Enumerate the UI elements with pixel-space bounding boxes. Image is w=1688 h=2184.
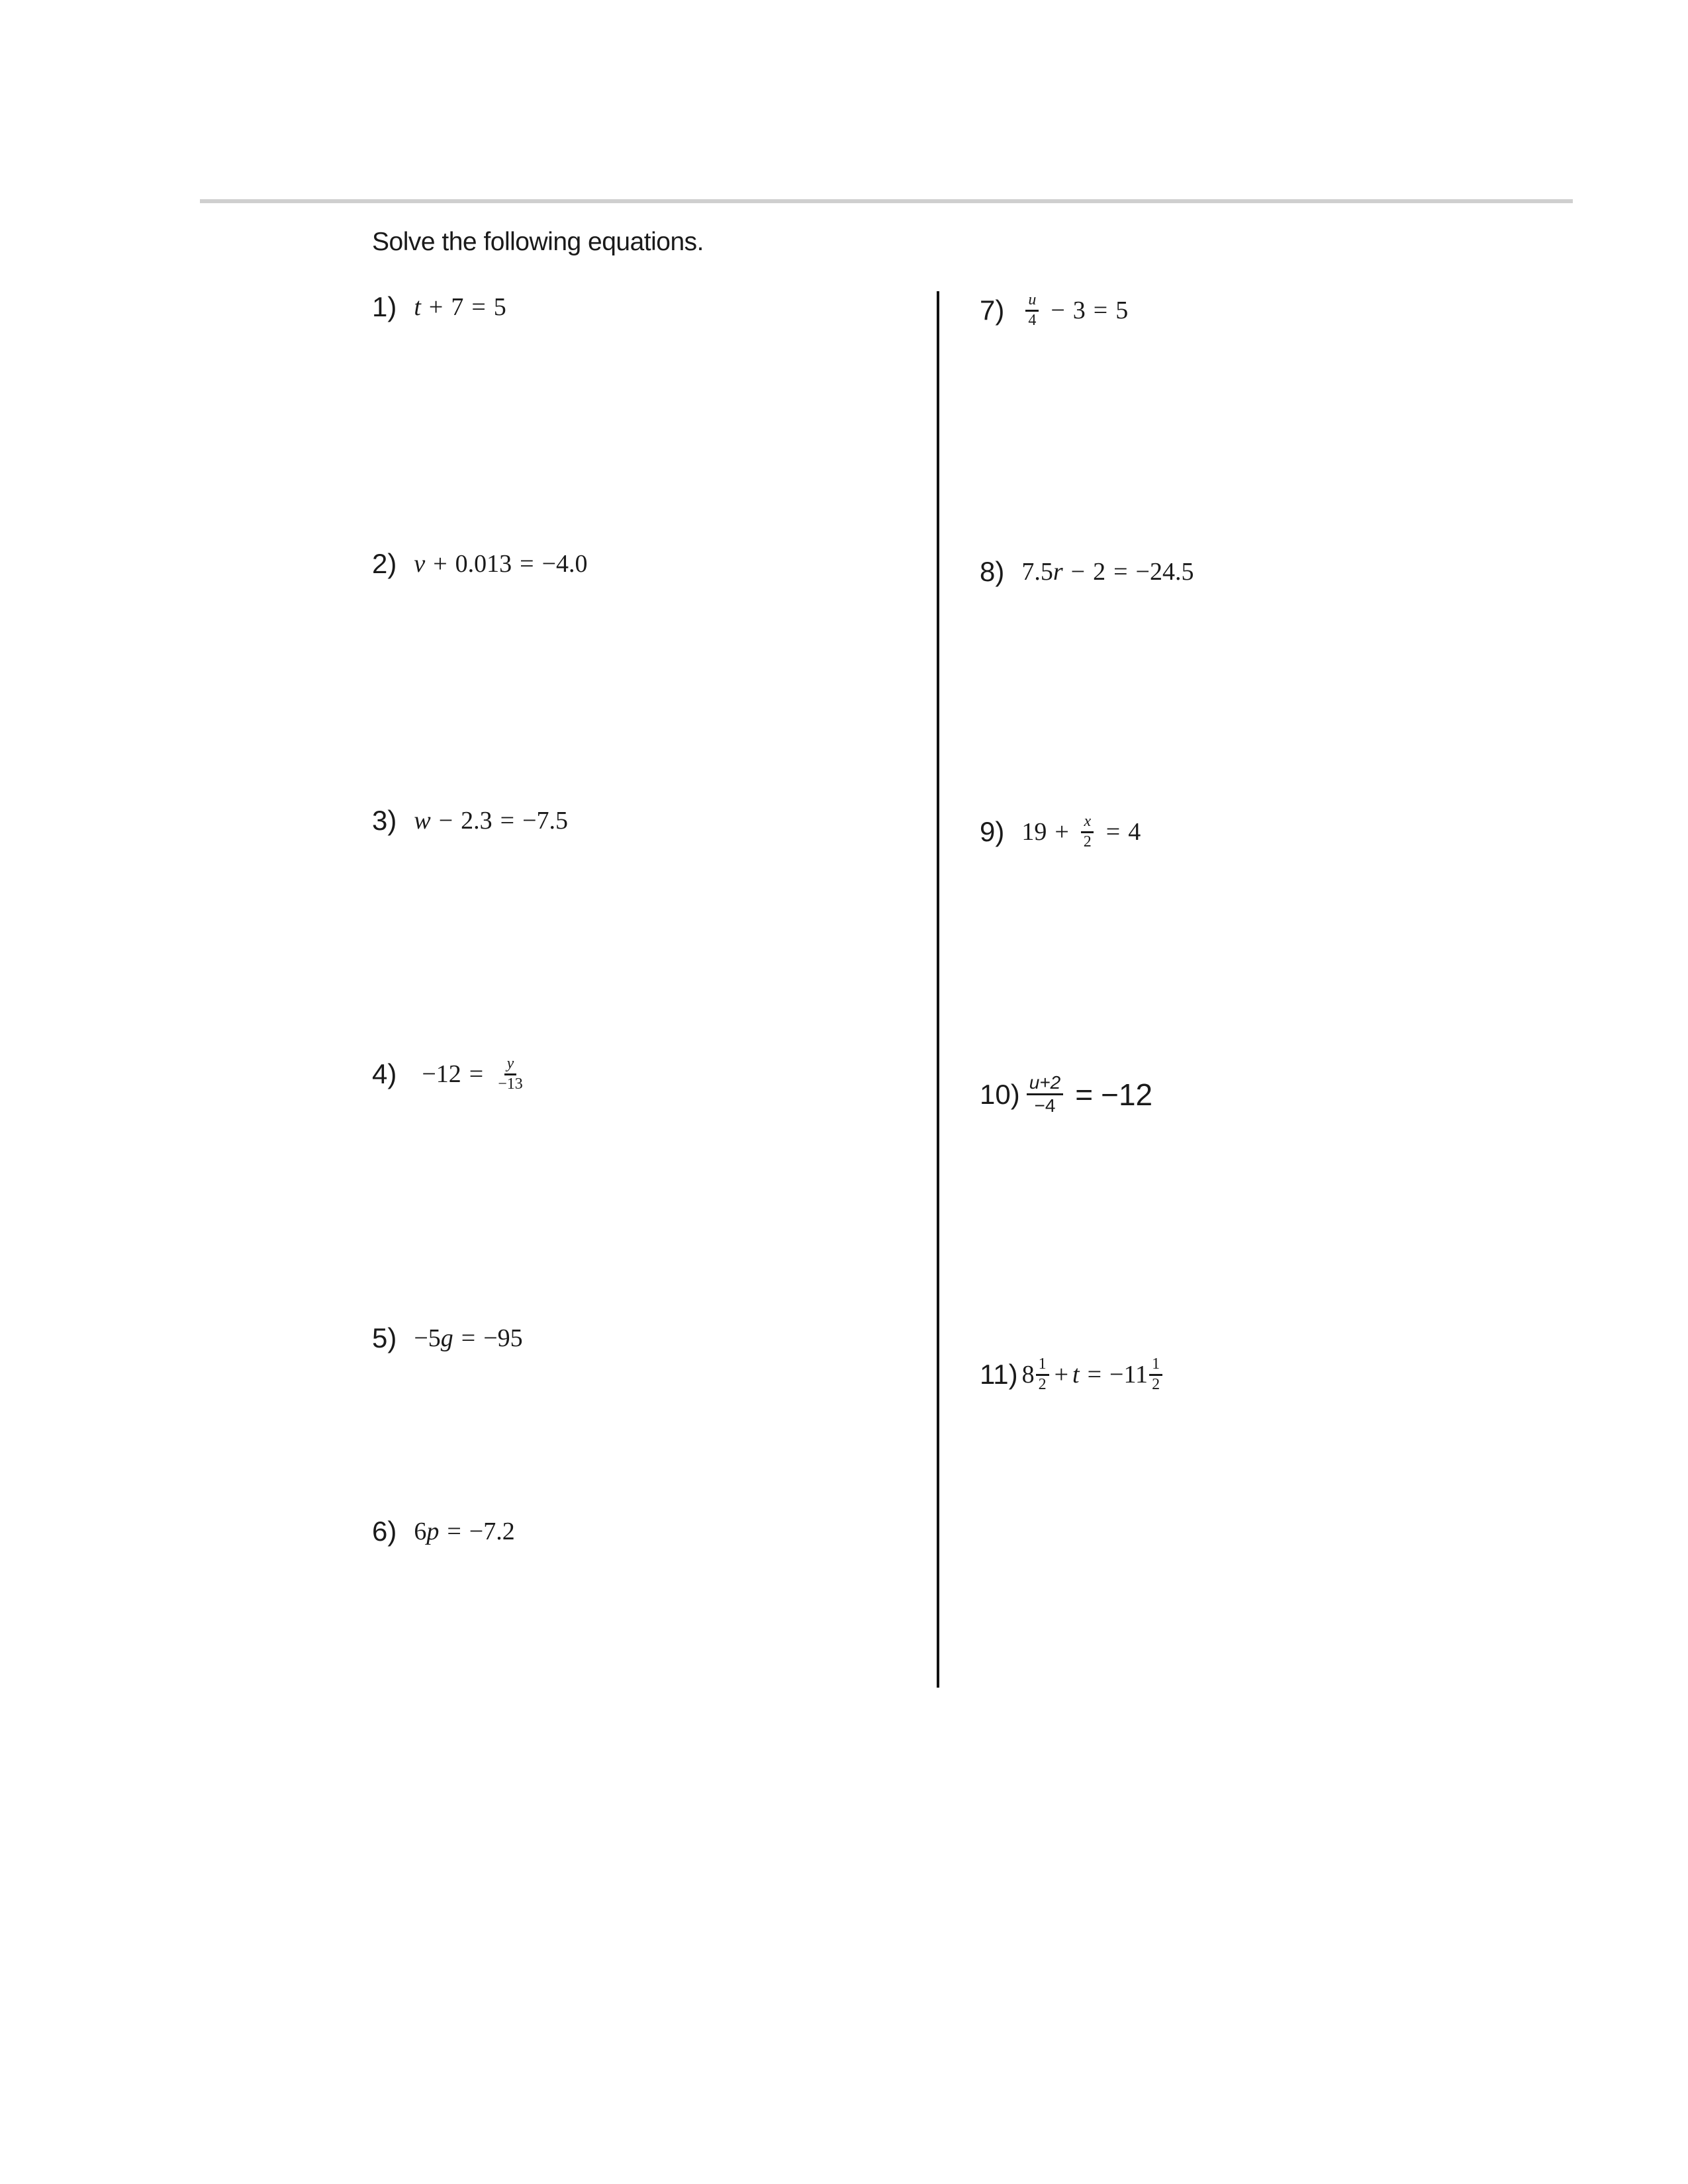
variable: v bbox=[414, 550, 426, 578]
problem-number: 6) bbox=[372, 1516, 397, 1547]
term: 5 bbox=[1115, 296, 1129, 325]
problem-3 bbox=[372, 805, 568, 837]
fraction bbox=[1025, 291, 1039, 330]
equals-sign: = bbox=[1075, 1077, 1094, 1112]
operator: + bbox=[1055, 818, 1069, 846]
term: −95 bbox=[483, 1324, 523, 1352]
equals-sign: = bbox=[1105, 818, 1121, 846]
operator: + bbox=[433, 550, 447, 578]
coefficient: 7.5 bbox=[1021, 558, 1053, 586]
denominator: 2 bbox=[1152, 1375, 1160, 1393]
numerator: u+2 bbox=[1027, 1072, 1064, 1095]
problem-number: 4) bbox=[372, 1058, 397, 1090]
problem-1 bbox=[372, 291, 506, 323]
equation bbox=[1021, 291, 1128, 330]
operator: + bbox=[428, 293, 444, 321]
term: −24.5 bbox=[1135, 558, 1194, 586]
variable: t bbox=[1072, 1361, 1080, 1389]
equals-sign: = bbox=[1093, 296, 1108, 325]
problem-number: 10) bbox=[980, 1078, 1020, 1110]
equation bbox=[414, 293, 506, 322]
problem-11 bbox=[980, 1355, 1164, 1394]
equation bbox=[1021, 557, 1194, 586]
column-divider bbox=[937, 291, 939, 1688]
numerator: x bbox=[1081, 813, 1094, 833]
term: 19 bbox=[1021, 818, 1047, 846]
equation bbox=[414, 1324, 522, 1353]
operator: − bbox=[1051, 296, 1065, 325]
term: 2 bbox=[1093, 558, 1106, 586]
problem-number: 5) bbox=[372, 1322, 397, 1353]
top-rule bbox=[200, 199, 1573, 203]
problem-9 bbox=[980, 813, 1141, 851]
term: 2.3 bbox=[461, 807, 492, 835]
fraction bbox=[1036, 1355, 1049, 1394]
fraction bbox=[1081, 813, 1094, 851]
variable: g bbox=[440, 1324, 453, 1352]
equals-sign: = bbox=[461, 1324, 476, 1352]
problem-2 bbox=[372, 548, 588, 580]
equals-sign: = bbox=[1113, 558, 1128, 586]
term: −7.5 bbox=[522, 807, 569, 835]
problem-6 bbox=[372, 1516, 515, 1547]
problem-number: 9) bbox=[980, 816, 1005, 848]
denominator: 2 bbox=[1038, 1375, 1047, 1393]
term: 0.013 bbox=[455, 550, 512, 578]
problem-4 bbox=[372, 1055, 530, 1093]
whole-part: −11 bbox=[1109, 1361, 1149, 1389]
problem-number: 7) bbox=[980, 295, 1005, 326]
denominator: 4 bbox=[1028, 311, 1037, 329]
numerator: 1 bbox=[1149, 1355, 1162, 1376]
operator: − bbox=[438, 807, 453, 835]
problem-number: 1) bbox=[372, 291, 397, 322]
term: 7 bbox=[451, 293, 464, 321]
instructions: Solve the following equations. bbox=[372, 228, 704, 256]
fraction bbox=[1027, 1072, 1064, 1116]
equals-sign: = bbox=[447, 1518, 461, 1545]
equals-sign: = bbox=[520, 550, 534, 578]
mixed-number bbox=[1109, 1355, 1164, 1394]
numerator: u bbox=[1025, 291, 1039, 312]
term: −12 bbox=[1101, 1077, 1153, 1112]
equation bbox=[414, 1517, 514, 1546]
variable: t bbox=[414, 293, 421, 321]
denominator: −13 bbox=[498, 1075, 523, 1093]
equation bbox=[414, 549, 587, 578]
problem-number: 8) bbox=[980, 556, 1005, 587]
problem-number: 3) bbox=[372, 805, 397, 836]
fraction bbox=[495, 1055, 526, 1093]
term: −12 bbox=[422, 1060, 461, 1089]
problem-8 bbox=[980, 556, 1194, 588]
term: 3 bbox=[1072, 296, 1086, 325]
numerator: 1 bbox=[1036, 1355, 1049, 1376]
term: −4.0 bbox=[541, 550, 588, 578]
coefficient: 6 bbox=[414, 1518, 427, 1545]
equals-sign: = bbox=[471, 293, 486, 321]
equation bbox=[1022, 1355, 1164, 1394]
operator: + bbox=[1054, 1361, 1069, 1389]
denominator: 2 bbox=[1083, 833, 1092, 850]
operator: − bbox=[1070, 558, 1086, 586]
term: −7.2 bbox=[469, 1518, 515, 1545]
term: 5 bbox=[493, 293, 506, 321]
problem-number: 2) bbox=[372, 548, 397, 579]
problem-5 bbox=[372, 1322, 523, 1354]
equation bbox=[1023, 1072, 1152, 1116]
denominator: −4 bbox=[1034, 1095, 1056, 1116]
problem-10 bbox=[980, 1072, 1152, 1116]
equation bbox=[1021, 813, 1141, 851]
numerator: y bbox=[504, 1055, 517, 1075]
problem-7 bbox=[980, 291, 1128, 330]
equals-sign: = bbox=[500, 807, 515, 835]
variable: w bbox=[414, 807, 431, 835]
problem-number: 11) bbox=[980, 1359, 1018, 1390]
equation bbox=[414, 806, 568, 835]
coefficient: −5 bbox=[414, 1324, 441, 1352]
variable: p bbox=[426, 1518, 440, 1545]
equals-sign: = bbox=[1087, 1361, 1102, 1389]
equation bbox=[414, 1055, 529, 1093]
term: 4 bbox=[1128, 818, 1141, 846]
mixed-number bbox=[1022, 1355, 1051, 1394]
fraction bbox=[1149, 1355, 1162, 1394]
whole-part: 8 bbox=[1021, 1361, 1035, 1389]
variable: r bbox=[1053, 558, 1063, 586]
equals-sign: = bbox=[469, 1060, 484, 1089]
